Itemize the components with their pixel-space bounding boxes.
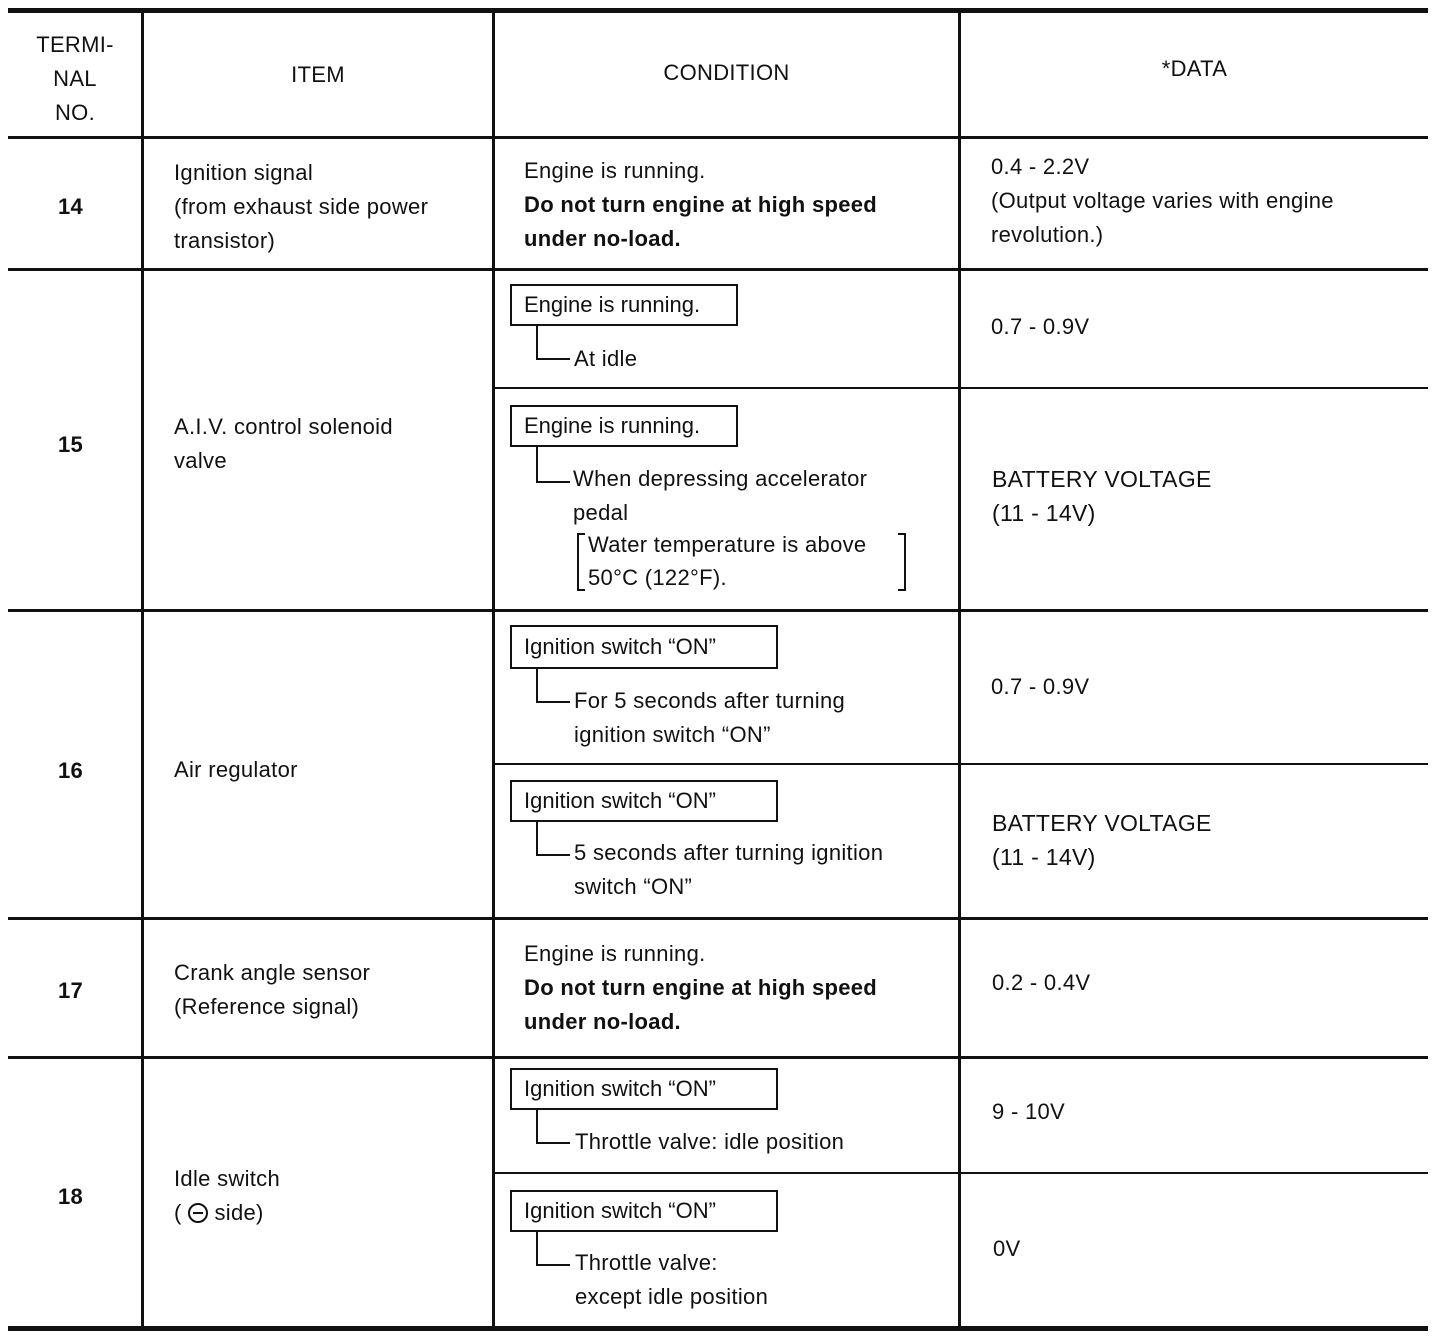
- condition-box: Ignition switch “ON”: [510, 780, 778, 822]
- header-condition: CONDITION: [663, 60, 790, 85]
- condition-note-line: Water temperature is above: [588, 532, 867, 557]
- condition-sub-line: When depressing accelerator: [573, 466, 868, 491]
- item-line: transistor): [174, 228, 276, 253]
- connector-elbow: [536, 1232, 570, 1266]
- data-value: 0.7 - 0.9V: [991, 314, 1090, 339]
- condition-sub: [574, 684, 845, 752]
- header-item: ITEM: [291, 62, 345, 87]
- table-bottom-border: [8, 1326, 1428, 1331]
- terminal-number: 18: [58, 1184, 84, 1209]
- row-divider-16: [8, 917, 1428, 920]
- condition-sub-line: 5 seconds after turning ignition: [574, 840, 884, 865]
- condition-warning: Do not turn engine at high speed: [524, 975, 878, 1000]
- col-divider-3: [958, 10, 961, 1328]
- minus-circle-icon: [188, 1203, 208, 1223]
- condition-text: [524, 937, 877, 1039]
- connector-elbow: [536, 326, 570, 360]
- data-line: (Output voltage varies with engine: [991, 188, 1334, 213]
- connector-elbow: [536, 822, 570, 856]
- item-line-suffix: side): [214, 1200, 264, 1225]
- data-line: BATTERY VOLTAGE: [992, 466, 1212, 492]
- data-value: [992, 806, 1212, 874]
- condition-line: Engine is running.: [524, 941, 706, 966]
- header-terminal-line1: TERMI-: [36, 32, 114, 57]
- condition-sub-line: ignition switch “ON”: [574, 722, 771, 747]
- condition-sub: At idle: [574, 346, 638, 371]
- item-line: Crank angle sensor: [174, 960, 371, 985]
- condition-sub: [575, 1246, 768, 1314]
- condition-box: Engine is running.: [510, 405, 738, 447]
- condition-sub: [574, 836, 883, 904]
- condition-sub-line: switch “ON”: [574, 874, 693, 899]
- condition-note: [588, 528, 866, 594]
- subrow-divider-15: [494, 387, 1428, 389]
- data-line: (11 - 14V): [992, 500, 1096, 526]
- condition-sub-line: For 5 seconds after turning: [574, 688, 846, 713]
- note-bracket-right: [898, 533, 906, 591]
- header-terminal-no: [10, 28, 140, 130]
- terminal-number: 17: [58, 978, 84, 1003]
- data-value: [991, 150, 1334, 252]
- data-value: 0.2 - 0.4V: [992, 970, 1091, 995]
- header-terminal-line2: NAL: [53, 66, 97, 91]
- terminal-number: 16: [58, 758, 84, 783]
- item-line: A.I.V. control solenoid: [174, 414, 393, 439]
- item-line-prefix: (: [174, 1200, 182, 1225]
- item-line: Ignition signal: [174, 160, 314, 185]
- col-divider-1: [141, 10, 144, 1328]
- condition-sub-line: Throttle valve:: [575, 1250, 718, 1275]
- item-line: [174, 1196, 280, 1230]
- connector-elbow: [536, 669, 570, 703]
- condition-box: Ignition switch “ON”: [510, 1068, 778, 1110]
- data-value: [992, 462, 1212, 530]
- data-line: revolution.): [991, 222, 1104, 247]
- table-top-border: [8, 8, 1428, 13]
- data-line: BATTERY VOLTAGE: [992, 810, 1212, 836]
- subrow-divider-18: [494, 1172, 1428, 1174]
- condition-text: [524, 154, 877, 256]
- row-divider-15: [8, 609, 1428, 612]
- header-data: *DATA: [1161, 56, 1228, 81]
- terminal-number: 15: [58, 432, 84, 457]
- item-line: (from exhaust side power: [174, 194, 429, 219]
- item-text: [174, 410, 393, 478]
- condition-warning: under no-load.: [524, 226, 681, 251]
- data-line: 0.4 - 2.2V: [991, 154, 1090, 179]
- note-bracket-left: [577, 533, 585, 591]
- item-text: [174, 956, 370, 1024]
- data-value: 9 - 10V: [992, 1099, 1066, 1124]
- data-line: (11 - 14V): [992, 844, 1096, 870]
- condition-warning: Do not turn engine at high speed: [524, 192, 878, 217]
- condition-box: Ignition switch “ON”: [510, 1190, 778, 1232]
- condition-sub-line: except idle position: [575, 1284, 769, 1309]
- col-divider-2: [492, 10, 495, 1328]
- connector-elbow: [536, 1110, 570, 1144]
- data-value: 0V: [993, 1236, 1021, 1261]
- condition-box: Engine is running.: [510, 284, 738, 326]
- item-line: Idle switch: [174, 1166, 281, 1191]
- terminal-number: 14: [58, 194, 84, 219]
- condition-sub: Throttle valve: idle position: [575, 1129, 845, 1154]
- item-text: [174, 156, 428, 258]
- subrow-divider-16: [494, 763, 1428, 765]
- condition-line: Engine is running.: [524, 158, 706, 183]
- item-text: [174, 1162, 280, 1230]
- connector-elbow: [536, 447, 570, 483]
- row-divider-header: [8, 136, 1428, 139]
- header-terminal-line3: NO.: [54, 100, 95, 125]
- condition-box: Ignition switch “ON”: [510, 625, 778, 669]
- condition-sub: [573, 462, 867, 530]
- item-line: valve: [174, 448, 227, 473]
- item-text: Air regulator: [174, 757, 298, 782]
- condition-warning: under no-load.: [524, 1009, 681, 1034]
- condition-note-line: 50°C (122°F).: [588, 565, 727, 590]
- data-value: 0.7 - 0.9V: [991, 674, 1090, 699]
- condition-sub-line: pedal: [573, 500, 629, 525]
- item-line: (Reference signal): [174, 994, 360, 1019]
- row-divider-14: [8, 268, 1428, 271]
- row-divider-17: [8, 1056, 1428, 1059]
